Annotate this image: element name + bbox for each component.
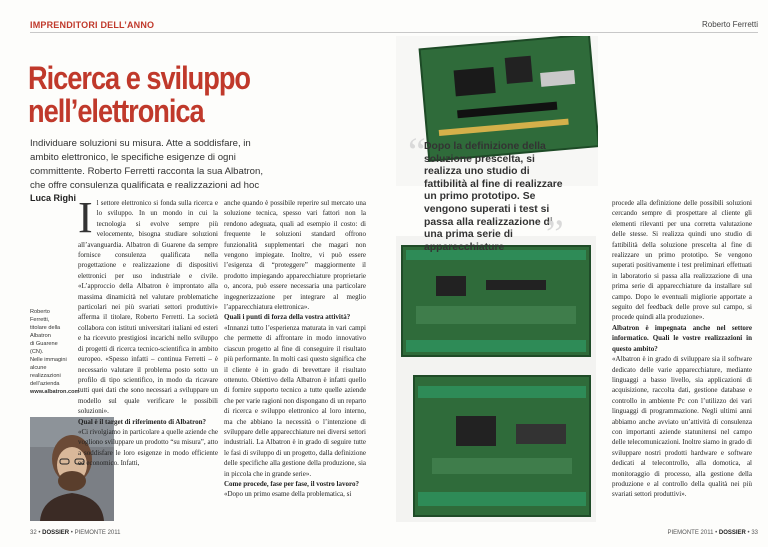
- open-quote-mark: “: [408, 129, 426, 174]
- drop-cap: I: [78, 193, 93, 242]
- interview-question: Qual è il target di riferimento di Albatron?: [78, 417, 206, 426]
- footer-label-right: DOSSIER: [718, 530, 746, 536]
- paragraph: «Dopo un primo esame della problematica, si: [224, 490, 352, 499]
- article-column-1: [78, 193, 218, 469]
- page-number-right: 33: [751, 530, 758, 536]
- close-quote-mark: ”: [546, 211, 564, 256]
- caption-line: alcune realizzazioni: [30, 365, 61, 379]
- footer-edition-left: PIEMONTE 2011: [74, 530, 121, 536]
- paragraph: procede alla definizione delle possibili soluzioni cercando sempre di prospettare al cliente gli elementi rilevanti per una corretta valutazione delle stesse. Si realizza quindi uno studio di fattibilità della soluzione prescelta al fine di realizzare un primo prototipo. Se vengono superati positivamente i test preliminari effettuati in laboratorio si passa alla realizzazione di una prima serie di apparecchiature da installare sul campo. Dopo le eventuali migliorie apportate a seguito del feedback delle prove sul campo, si procede quindi alla produzione».: [612, 199, 752, 322]
- article-column-3: [612, 198, 752, 500]
- footer-edition-right: PIEMONTE 2011: [667, 530, 714, 536]
- header-author: Roberto Ferretti: [701, 20, 758, 29]
- page-number-left: 32: [30, 530, 37, 536]
- caption-line: Nelle immagini: [30, 357, 67, 363]
- caption-link: www.albatron.com: [30, 389, 80, 395]
- caption-line: dell’azienda: [30, 381, 60, 387]
- pull-quote: Dopo la definizione della soluzione prescelta, si realizza uno studio di fattibilità al fine di realizzare un primo prototipo. Se vengono superati i test si passa alla realizzazione di una prima serie di apparecchiature: [424, 141, 563, 253]
- article-column-2: [224, 198, 366, 500]
- interview-question: Come procede, fase per fase, il vostro lavoro?: [224, 479, 359, 488]
- caption-line: titolare della Albatron: [30, 325, 61, 339]
- article-title: [28, 62, 250, 128]
- paragraph: anche quando è possibile reperire sul mercato una soluzione tecnica, spesso vari fattori non la rendono adeguata, quali ad esempio il costo: di frequente le soluzioni standard offrono funzionalità supplementari che magari non vengono impiegate. Inoltre, vi può essere l’esigenza di “proteggere” maggiormente il prodotto impiegando apparecchiature proprietarie o, ancora, può essere necessaria una particolare ingegnerizzazione per integrare al meglio l’apparecchiatura elettronica».: [224, 199, 366, 312]
- photo-caption: [30, 308, 80, 396]
- paragraph: «Innanzi tutto l’esperienza maturata in vari campi che permette di affrontare in modo innovativo ciascun progetto al fine di conseguire il risultato più performante. In molti casi questo significa che il cliente è in grado di brevettare il risultato ottenuto. Obiettivo della Albatron è infatti quello di fornire supporto tecnico a tutte quelle aziende che per varie ragioni non dispongano di un reparto di ricerca e sviluppo elettronico al loro interno, ma che abbiano la necessità o l’intenzione di sviluppare delle apparecchiature nei diversi settori industriali. La Albatron è in grado di seguire tutte le fasi di sviluppo di un progetto, dalla definizione delle specifiche alla gestione della produzione, sia in piccola che in grande serie».: [224, 323, 366, 478]
- interview-question: Albatron è impegnata anche nel settore informatico. Quali le vostre realizzazioni in questo ambito?: [612, 323, 752, 353]
- section-label: IMPRENDITORI DELL’ANNO: [30, 20, 155, 30]
- caption-line: Roberto Ferretti,: [30, 309, 50, 323]
- article-byline: Luca Righi: [30, 193, 77, 203]
- title-line-1: Ricerca e sviluppo: [28, 60, 251, 96]
- paragraph: «Albatron è in grado di sviluppare sia il software dedicato delle varie apparecchiature, mediante linguaggi a basso livello, sia applicazioni di acquisizione, raccolta dati, gestione database e controllo in ambiente Pc con l’utilizzo dei vari linguaggi di programmazione. Negli ultimi anni abbiamo anche avviato un’attività di consulenza con importanti aziende statunitensi nel campo delle telecomunicazioni. Inoltre siamo in grado di sviluppare nostri prodotti hardware e software dedicati al telecontrollo, alla domotica, al monitoraggio di processo, alla gestione della produzione e al controllo della qualità nei più svariati settori produttivi».: [612, 355, 752, 499]
- footer-left: 32 • DOSSIER • PIEMONTE 2011: [30, 530, 121, 536]
- pcb-photo-bottom: [396, 236, 596, 522]
- paragraph: l settore elettronico si fonda sulla ricerca e lo sviluppo. In un mondo in cui la tecnologia si evolve sempre più velocemente, bisogna studiare soluzioni all’avanguardia. Albatron di Guarene da sempre fornisce consulenza qualificata nella progettazione e realizzazione di dispositivi elettronici per uso industriale e civile. «L’approccio della Albatron è improntato alla massima dinamicità nel valutare problematiche particolari nei più svariati settori produttivi» afferma il titolare, Roberto Ferretti. La società collabora con istituti universitari italiani ed esteri e ha ricevuto prestigiosi incarichi nello sviluppo di progetti di ricerca tecnico-scientifica in ambito europeo. «Spesso infatti – continua Ferretti – è necessario valutare il problema posto sotto un profilo di tipo scientifico, in modo da ricavare tutti quei dati che sono necessari a sviluppare un modello sul quale verificare le possibili soluzioni».: [78, 199, 218, 416]
- article-intro: Individuare soluzioni su misura. Atte a soddisfare, in ambito elettronico, le specifiche esigenze di ogni committente. Roberto Ferretti racconta la sua Albatron, che offre consulenza qualificata e realizzazioni ad hoc: [30, 138, 264, 191]
- header-divider: [30, 32, 758, 33]
- paragraph: «Ci rivolgiamo in particolare a quelle aziende che vogliono sviluppare un prodotto “su misura”, atto a soddisfare le loro esigenze in modo efficiente ed economico. Infatti,: [78, 427, 218, 468]
- interview-question: Quali i punti di forza della vostra attività?: [224, 313, 351, 322]
- title-line-2: nell’elettronica: [28, 93, 204, 129]
- footer-right: PIEMONTE 2011 • DOSSIER • 33: [667, 530, 758, 536]
- caption-line: di Guarene (CN).: [30, 341, 58, 355]
- footer-label-left: DOSSIER: [42, 530, 70, 536]
